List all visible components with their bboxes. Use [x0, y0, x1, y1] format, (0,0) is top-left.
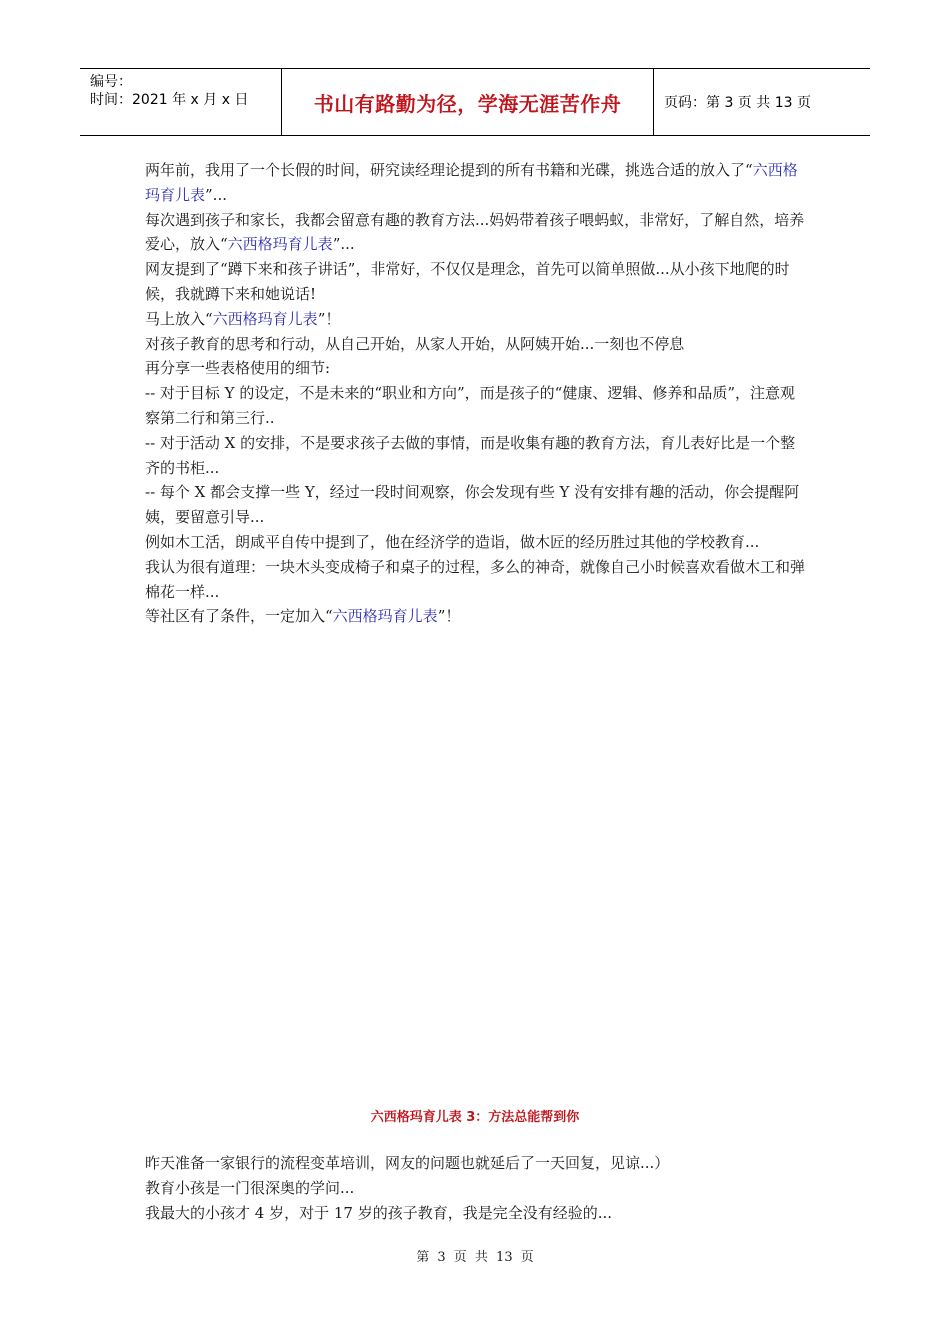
number-label: 编号：	[90, 74, 132, 90]
sixsigma-link[interactable]: 六西格玛育儿表	[332, 607, 438, 626]
page-info: 页码：第 3 页 共 13 页	[664, 95, 811, 111]
paragraph: -- 对于活动 X 的安排，不是要求孩子去做的事情，而是收集有趣的教育方法，育儿表好比是一个整齐的书柜...	[145, 433, 796, 477]
text-run: 每次遇到孩子和家长，我都会留意有趣的教育方法...妈妈带着孩子喂蚂蚁，非常好，了解自然，培养爱心，放入“	[145, 210, 805, 254]
header-meta-cell	[80, 69, 282, 135]
paragraph: 网友提到了“蹲下来和孩子讲话”，非常好，不仅仅是理念，首先可以简单照做...从小孩下地爬的时候，我就蹲下来和她说话!	[145, 260, 790, 303]
sixsigma-link[interactable]: 六西格玛育儿表	[212, 309, 318, 328]
paragraph: 我最大的小孩才 4 岁，对于 17 岁的孩子教育，我是完全没有经验的...	[145, 1204, 613, 1222]
paragraph	[145, 307, 810, 332]
text-run: ”...	[205, 185, 227, 204]
paragraph: 昨天准备一家银行的流程变革培训，网友的问题也就延后了一天回复，见谅...）	[145, 1154, 670, 1172]
sixsigma-link[interactable]: 六西格玛育儿表	[145, 161, 798, 204]
text-run: ”！	[317, 309, 341, 328]
paragraph	[145, 158, 810, 208]
paragraph: 教育小孩是一门很深奥的学问...	[145, 1179, 355, 1197]
paragraph: -- 每个 X 都会支撑一些 Y，经过一段时间观察，你会发现有些 Y 没有安排有趣的活动，你会提醒阿姨，要留意引导...	[145, 483, 800, 527]
paragraph: 我认为很有道理：一块木头变成椅子和桌子的过程，多么的神奇，就像自己小时候喜欢看做木工和弹棉花一样...	[145, 557, 806, 601]
sixsigma-link[interactable]: 六西格玛育儿表	[227, 235, 333, 254]
header-motto-cell	[282, 69, 654, 135]
motto-text: 书山有路勤为径，学海无涯苦作舟	[313, 91, 622, 116]
section-title: 六西格玛育儿表 3：方法总能帮到你	[370, 1110, 580, 1125]
document-header	[80, 68, 870, 136]
header-page-cell	[654, 69, 870, 135]
text-run: 马上放入“	[145, 309, 213, 328]
text-run: 等社区有了条件，一定加入“	[145, 607, 333, 626]
paragraph	[145, 208, 810, 258]
paragraph: -- 对于目标 Y 的设定，不是未来的“职业和方向”，而是孩子的“健康、逻辑、修养和品质”，注意观察第二行和第三行..	[145, 384, 796, 427]
date-label: 时间：2021 年 x 月 x 日	[90, 92, 249, 108]
text-run: ”！	[437, 607, 461, 626]
main-body	[145, 158, 810, 629]
section-body	[145, 1151, 810, 1226]
paragraph: 对孩子教育的思考和行动，从自己开始，从家人开始，从阿姨开始...一刻也不停息	[145, 334, 685, 353]
page-footer: 第 3 页 共 13 页	[416, 1250, 534, 1265]
paragraph: 例如木工活，朗咸平自传中提到了，他在经济学的造诣，做木匠的经历胜过其他的学校教育...	[145, 532, 760, 551]
text-run: 两年前，我用了一个长假的时间，研究读经理论提到的所有书籍和光碟，挑选合适的放入了“	[145, 161, 753, 179]
text-run: ”...	[332, 235, 355, 254]
paragraph: 再分享一些表格使用的细节:	[145, 359, 331, 378]
paragraph	[145, 604, 810, 629]
